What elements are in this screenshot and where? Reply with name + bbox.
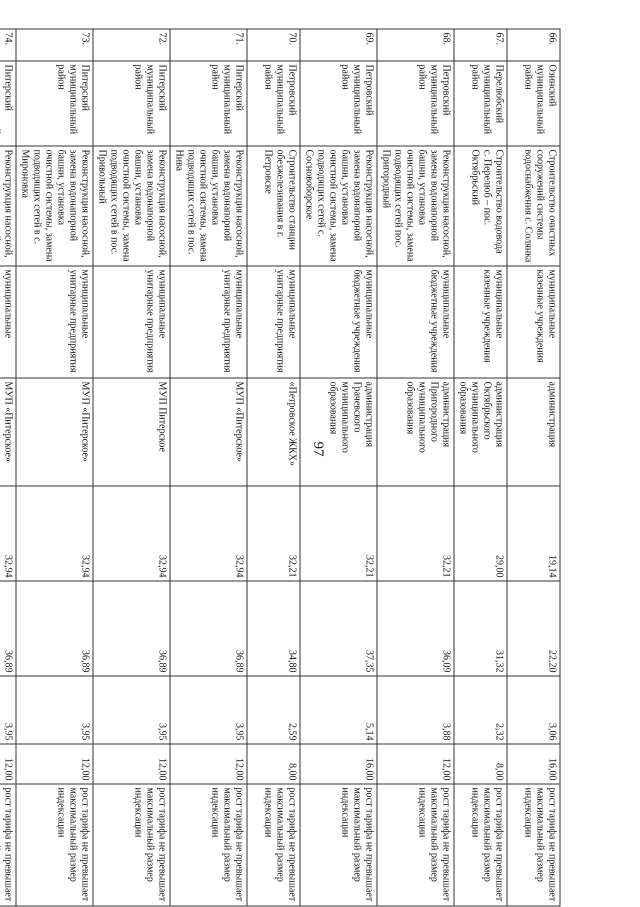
category-cell: муниципальные бюджетные учреждения xyxy=(377,266,454,378)
table-row xyxy=(0,29,16,906)
tariff-current-cell: 32,94 xyxy=(16,486,93,581)
project-cell: Реконструкция насосной, замена водонапорной башни, установка очистной системы, замена подводящих сетей с. Сосновоборское xyxy=(300,146,377,266)
category-cell: муниципальные казенные учреждения xyxy=(454,266,507,378)
tariff-new-cell: 34,80 xyxy=(247,581,300,676)
category-cell: муниципальные xyxy=(0,266,16,378)
row-number: 69. xyxy=(300,29,377,61)
note-cell: рост тарифа не превышает максимальный размер индексации xyxy=(16,784,93,906)
row-number: 73. xyxy=(16,29,93,61)
percent-cell: 12,00 xyxy=(16,744,93,784)
tariff-current-cell: 32,94 xyxy=(170,486,247,581)
percent-cell: 16,00 xyxy=(507,744,560,784)
category-cell: муниципальные унитарные предприятия xyxy=(16,266,93,378)
row-number: 68. xyxy=(377,29,454,61)
table-row xyxy=(377,29,454,906)
district-cell: Петровский муниципальный район xyxy=(247,61,300,146)
district-cell: Петровский муниципальный район xyxy=(300,61,377,146)
note-cell: рост тарифа не превышает xyxy=(0,784,16,906)
project-cell: Реконструкция насосной, замена водонапорной башни, установка очистной системы, замена подводящих сетей в пос. Привольный xyxy=(93,146,170,266)
tariff-new-cell: 36,89 xyxy=(93,581,170,676)
note-cell: рост тарифа не превышает максимальный размер индексации xyxy=(454,784,507,906)
tariff-new-cell: 36,89 xyxy=(170,581,247,676)
row-number: 70. xyxy=(247,29,300,61)
tariff-new-cell: 36,09 xyxy=(377,581,454,676)
table-row xyxy=(300,29,377,906)
note-cell: рост тарифа не превышает максимальный размер индексации xyxy=(247,784,300,906)
row-number: 74. xyxy=(0,29,16,61)
project-cell: Реконструкция насосной, замена водонапорной башни, установка очистной системы, замена подводящих сетей в с. Мироновка xyxy=(16,146,93,266)
project-cell: Реконструкция насосной, xyxy=(0,146,16,266)
note-cell: рост тарифа не превышает максимальный размер индексации xyxy=(377,784,454,906)
organization-cell: «Петровское ЖКХ» xyxy=(247,378,300,486)
district-cell: Перелюбский муниципальный район xyxy=(454,61,507,146)
tariff-increase-cell: 3,95 xyxy=(93,676,170,744)
note-cell: рост тарифа не превышает максимальный размер индексации xyxy=(170,784,247,906)
percent-cell: 12,00 xyxy=(93,744,170,784)
tariff-new-cell: 36,89 xyxy=(0,581,16,676)
tariff-increase-cell: 2,32 xyxy=(454,676,507,744)
table-row xyxy=(507,29,560,906)
project-cell: Строительство водовода с. Перелюб – пос. Октябрьский xyxy=(454,146,507,266)
tariff-increase-cell: 2,59 xyxy=(247,676,300,744)
tariff-new-cell: 36,89 xyxy=(16,581,93,676)
district-cell: Петровский муниципальный район xyxy=(377,61,454,146)
tariff-current-cell: 32,21 xyxy=(247,486,300,581)
tariff-current-cell: 29,00 xyxy=(454,486,507,581)
row-number: 66. xyxy=(507,29,560,61)
tariff-current-cell: 32,21 xyxy=(377,486,454,581)
tariff-new-cell: 37,35 xyxy=(300,581,377,676)
district-cell: Питерский муниципальный район xyxy=(93,61,170,146)
note-cell: рост тарифа не превышает максимальный размер индексации xyxy=(300,784,377,906)
note-cell: рост тарифа не превышает максимальный размер индексации xyxy=(93,784,170,906)
percent-cell: 12,00 xyxy=(377,744,454,784)
tariff-increase-cell: 3,95 xyxy=(16,676,93,744)
organization-cell: МУП «Питерское» xyxy=(170,378,247,486)
note-cell: рост тарифа не превышает максимальный размер индексации xyxy=(507,784,560,906)
tariff-current-cell: 32,94 xyxy=(93,486,170,581)
category-cell: муниципальные казенные учреждения xyxy=(507,266,560,378)
project-cell: Реконструкция насосной, замена водонапорной башни, установка очистной системы, замена подводящих сетей в пос. Нива xyxy=(170,146,247,266)
district-cell: Питерский муниципальный район xyxy=(16,61,93,146)
tariff-table-container xyxy=(2,29,560,906)
organization-cell: администрация xyxy=(507,378,560,486)
table-row xyxy=(454,29,507,906)
percent-cell: 8,00 xyxy=(454,744,507,784)
row-number: 67. xyxy=(454,29,507,61)
category-cell: муниципальные бюджетные учреждения xyxy=(300,266,377,378)
project-cell: Строительство очистных сооружений системы водоснабжения с. Солянка xyxy=(507,146,560,266)
page-number: 97 xyxy=(310,441,326,457)
row-number: 71. xyxy=(170,29,247,61)
row-number: 72. xyxy=(93,29,170,61)
table-row xyxy=(16,29,93,906)
district-cell: Питерский xyxy=(0,61,16,146)
organization-cell: администрация Грачевского муниципального образования xyxy=(300,378,377,486)
tariff-increase-cell: 5,14 xyxy=(300,676,377,744)
tariff-table xyxy=(0,29,560,907)
tariff-new-cell: 22,20 xyxy=(507,581,560,676)
category-cell: муниципальные унитарные предприятия xyxy=(93,266,170,378)
project-cell: Строительство станции обезжелезивания в г. Петровске xyxy=(247,146,300,266)
percent-cell: 12,00 xyxy=(170,744,247,784)
organization-cell: МУП «Питерское» xyxy=(0,378,16,486)
tariff-increase-cell: 3,06 xyxy=(507,676,560,744)
percent-cell: 16,00 xyxy=(300,744,377,784)
tariff-current-cell: 32,94 xyxy=(0,486,16,581)
tariff-increase-cell: 3,88 xyxy=(377,676,454,744)
category-cell: муниципальные унитарные предприятия xyxy=(170,266,247,378)
table-body xyxy=(0,29,560,906)
organization-cell: МУП «Питерское» xyxy=(16,378,93,486)
district-cell: Озинский муниципальный район xyxy=(507,61,560,146)
tariff-new-cell: 31,32 xyxy=(454,581,507,676)
organization-cell: МУП Питерское xyxy=(93,378,170,486)
percent-cell: 8,00 xyxy=(247,744,300,784)
project-cell: Реконструкция насосной, замена водонапорной башни, установка очистной системы, замена подводящих сетей пос. Пригородный xyxy=(377,146,454,266)
category-cell: муниципальные унитарные предприятия xyxy=(247,266,300,378)
table-row xyxy=(93,29,170,906)
organization-cell: администрация Октябрьского муниципального образования xyxy=(454,378,507,486)
tariff-increase-cell: 3,95 xyxy=(0,676,16,744)
percent-cell: 12,00 xyxy=(0,744,16,784)
district-cell: Питерский муниципальный район xyxy=(170,61,247,146)
tariff-increase-cell: 3,95 xyxy=(170,676,247,744)
organization-cell: администрация Пригородного муниципального образования xyxy=(377,378,454,486)
table-row xyxy=(247,29,300,906)
table-row xyxy=(170,29,247,906)
tariff-current-cell: 32,21 xyxy=(300,486,377,581)
tariff-current-cell: 19,14 xyxy=(507,486,560,581)
